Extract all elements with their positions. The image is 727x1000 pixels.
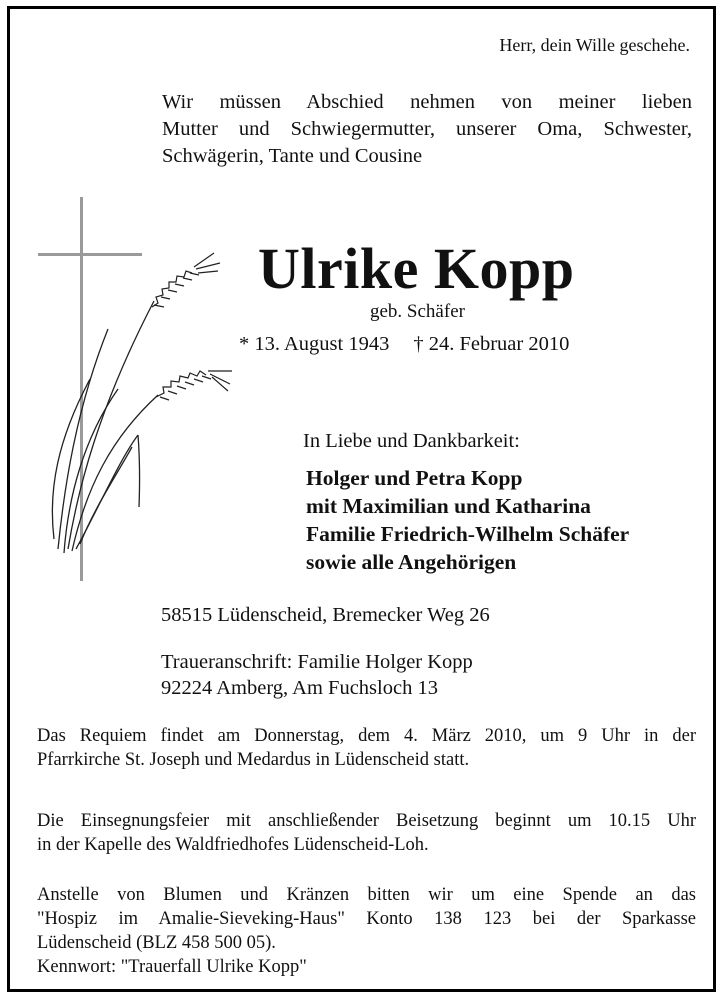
thanks-line: In Liebe und Dankbarkeit: <box>303 430 520 452</box>
mourning-address <box>161 649 473 701</box>
donation-line: Lüdenscheid (BLZ 458 500 05). <box>37 933 276 953</box>
donation-line: Anstelle von Blumen und Kränzen bitten wir um eine Spende an das <box>37 885 696 905</box>
requiem-paragraph <box>37 724 696 772</box>
burial-line: in der Kapelle des Waldfriedhofes Lüdenscheid-Loh. <box>37 835 429 855</box>
cross-with-wheat-icon <box>28 189 248 581</box>
mourner-line: Familie Friedrich-Wilhelm Schäfer <box>306 522 630 546</box>
obituary-notice <box>7 6 716 992</box>
intro-line: Wir müssen Abschied nehmen von meiner lieben <box>162 91 692 113</box>
burial-paragraph <box>37 809 696 857</box>
death-date: † 24. Februar 2010 <box>413 333 570 355</box>
mourner-line: sowie alle Angehörigen <box>306 550 517 574</box>
birth-date: * 13. August 1943 <box>239 333 390 355</box>
intro-line: Schwägerin, Tante und Cousine <box>162 145 423 167</box>
mourners-list <box>306 464 629 576</box>
life-dates <box>239 333 569 356</box>
mourner-line: mit Maximilian und Katharina <box>306 494 591 518</box>
mourner-line: Holger und Petra Kopp <box>306 466 523 490</box>
motto: Herr, dein Wille geschehe. <box>499 35 690 55</box>
intro-line: Mutter und Schwiegermutter, unserer Oma, Schwester, <box>162 118 692 140</box>
address: 58515 Lüdenscheid, Bremecker Weg 26 <box>161 604 490 626</box>
requiem-line: Das Requiem findet am Donnerstag, dem 4. März 2010, um 9 Uhr in der <box>37 726 696 746</box>
birth-name: geb. Schäfer <box>370 301 465 322</box>
burial-line: Die Einsegnungsfeier mit anschließender Beisetzung beginnt um 10.15 Uhr <box>37 811 696 831</box>
requiem-line: Pfarrkirche St. Joseph und Medardus in Lüdenscheid statt. <box>37 750 470 770</box>
intro-text <box>162 89 692 170</box>
mourning-address-line: 92224 Amberg, Am Fuchsloch 13 <box>161 677 438 699</box>
mourning-address-line: Traueranschrift: Familie Holger Kopp <box>161 651 473 673</box>
donation-line: Kennwort: "Trauerfall Ulrike Kopp" <box>37 957 307 977</box>
donation-paragraph <box>37 883 696 979</box>
donation-line: "Hospiz im Amalie-Sieveking-Haus" Konto 138 123 bei der Sparkasse <box>37 909 696 929</box>
deceased-name: Ulrike Kopp <box>258 236 575 301</box>
